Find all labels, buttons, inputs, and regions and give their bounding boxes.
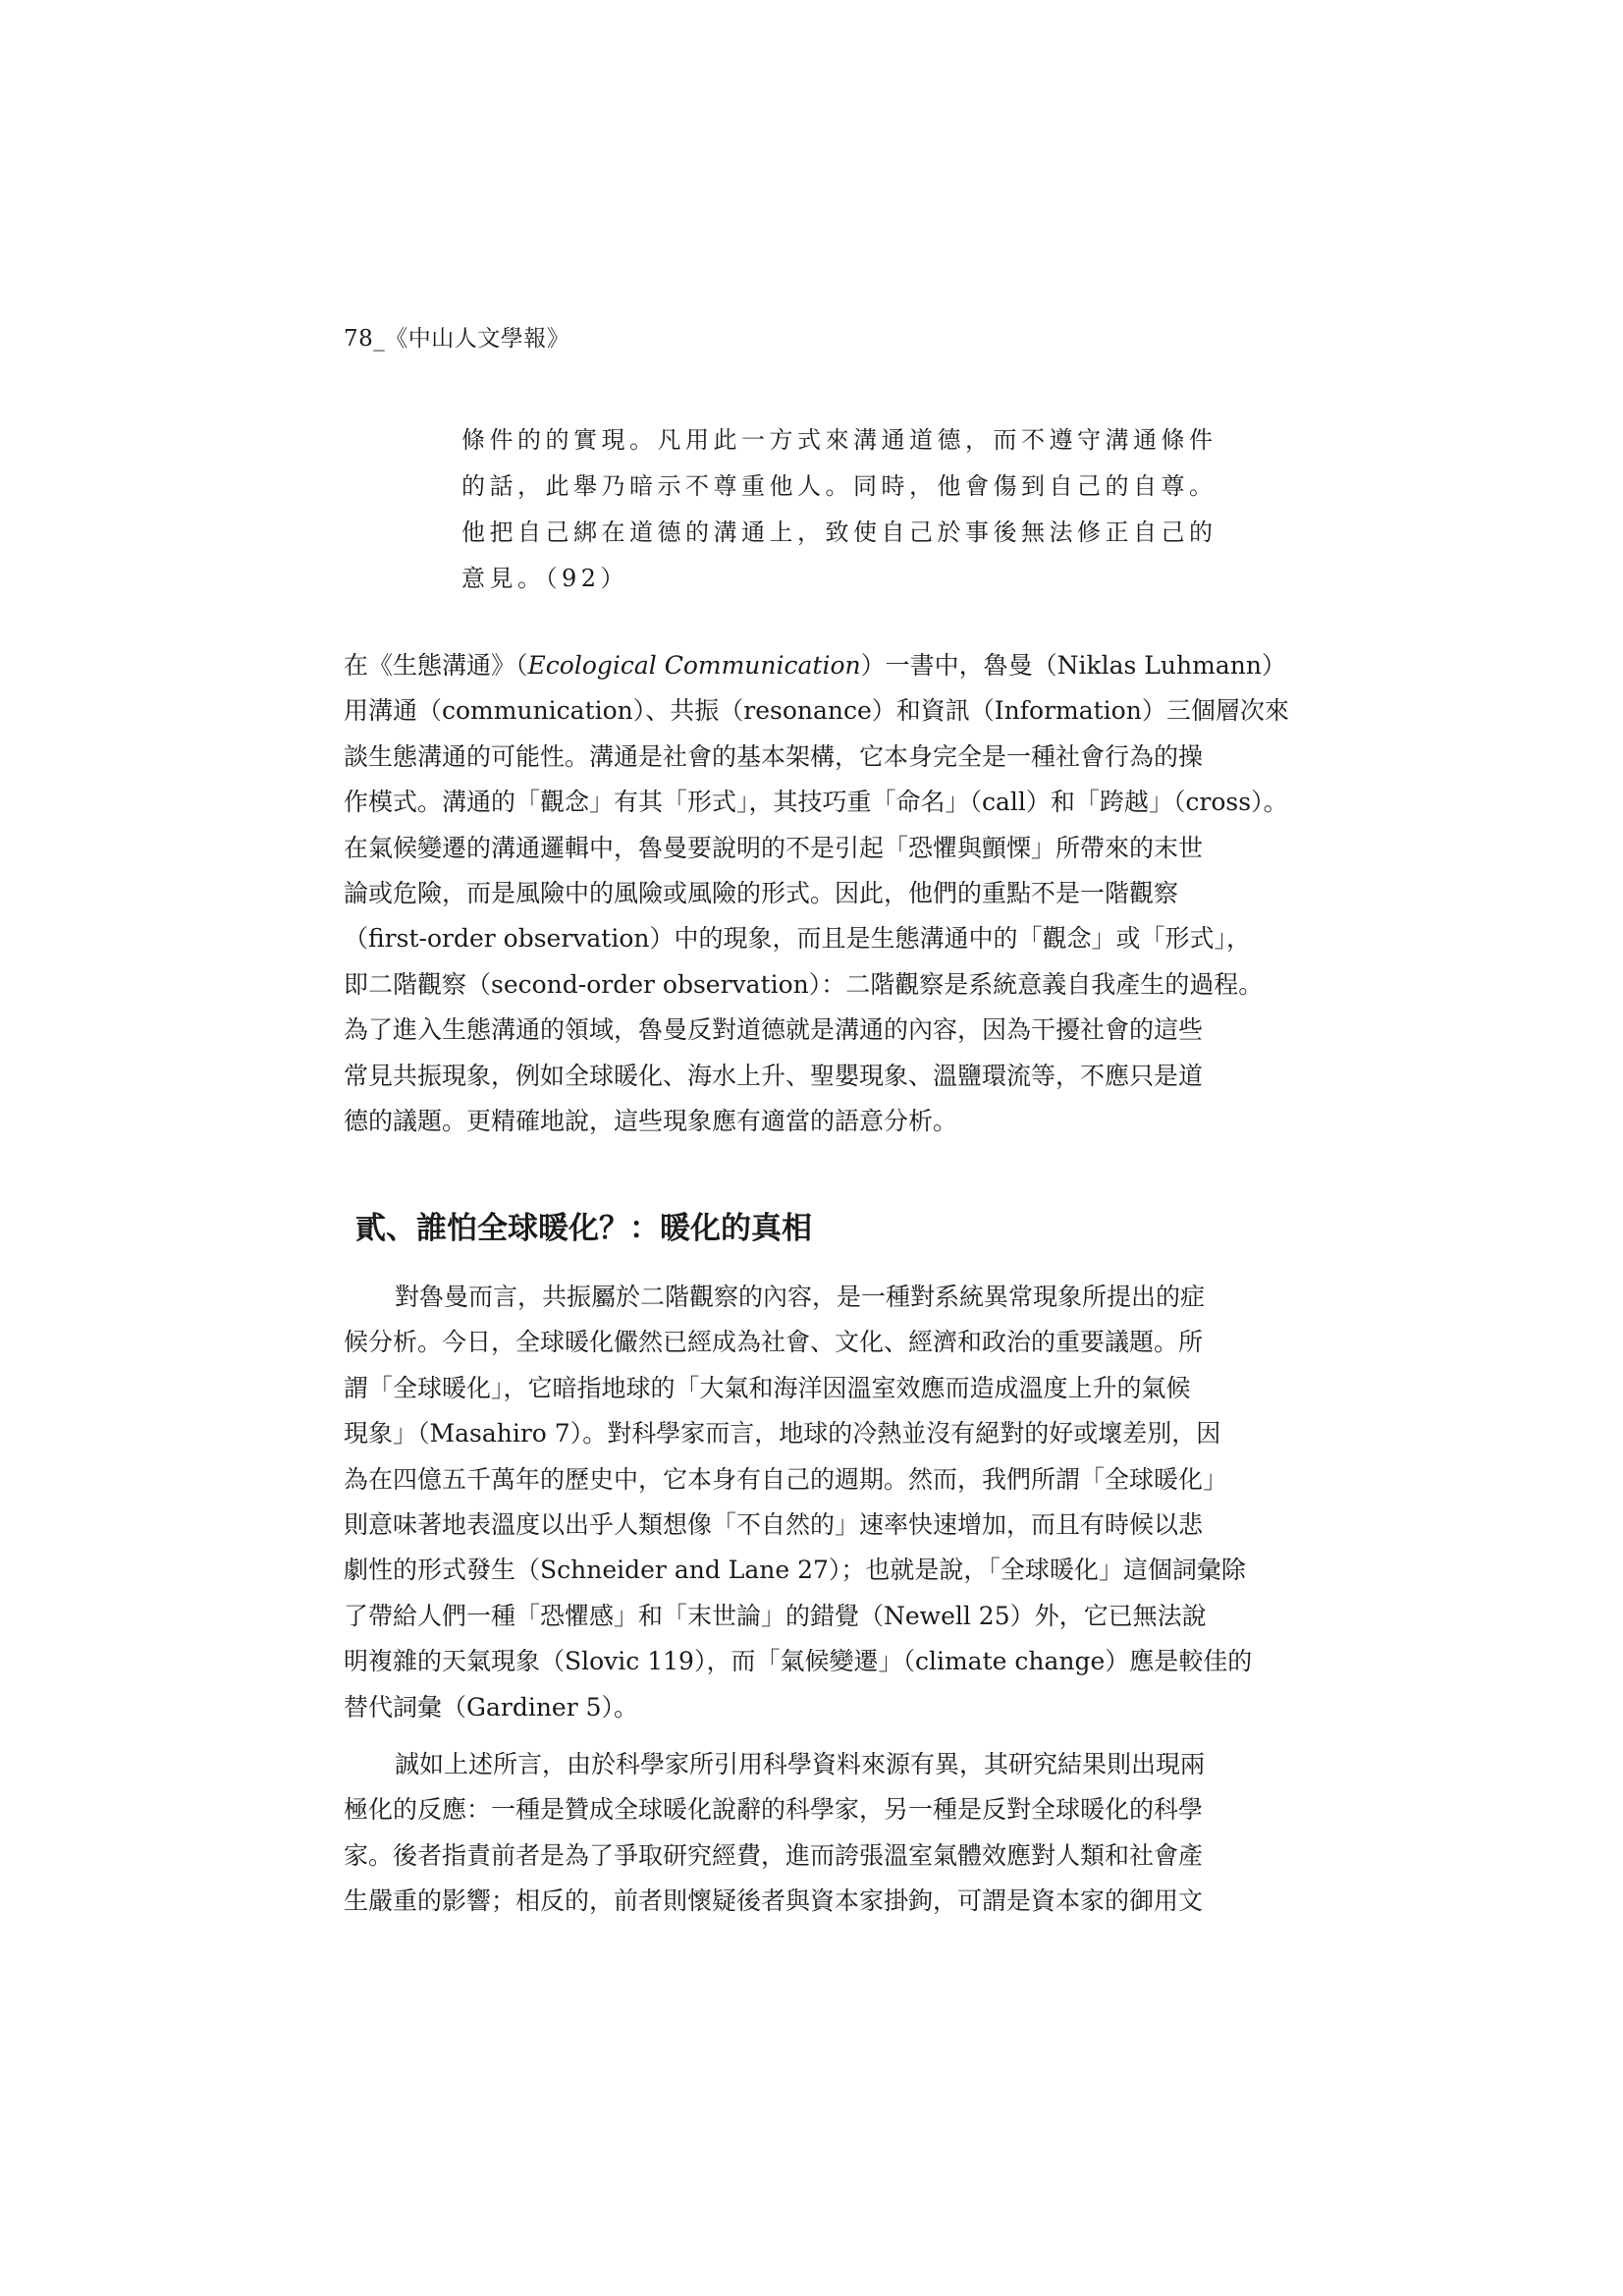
paragraph-line: （first-order observation）中的現象，而且是生態溝通中的「觀念」或「形式」， <box>344 924 1252 954</box>
paragraph-line: 常見共振現象，例如全球暖化、海水上升、聖嬰現象、溫鹽環流等，不應只是道 <box>344 1061 1204 1090</box>
text-span: 在《生態溝通》（ <box>344 651 528 680</box>
paragraph-line: 家。後者指責前者是為了爭取研究經費，進而誇張溫室氣體效應對人類和社會產 <box>344 1840 1204 1870</box>
paragraph-line: 用溝通（communication）、共振（resonance）和資訊（Information）三個層次來 <box>344 696 1289 726</box>
paragraph-line: 候分析。今日，全球暖化儼然已經成為社會、文化、經濟和政治的重要議題。所 <box>344 1328 1204 1357</box>
quote-line: 他把自己綁在道德的溝通上，致使自己於事後無法修正自己的 <box>461 519 1217 546</box>
paragraph-line: 對魯曼而言，共振屬於二階觀察的內容，是一種對系統異常現象所提出的症 <box>395 1283 1206 1311</box>
running-head: 78_《中山人文學報》 <box>344 326 570 352</box>
paragraph-line: 論或危險，而是風險中的風險或風險的形式。因此，他們的重點不是一階觀察 <box>344 878 1179 907</box>
section-heading: 貳、誰怕全球暖化？：暖化的真相 <box>355 1211 812 1246</box>
book-title-italic: Ecological Communication <box>527 651 861 680</box>
block-quote <box>461 417 1267 602</box>
quote-line: 意見。（92） <box>461 565 629 592</box>
paragraph-line: 為在四億五千萬年的歷史中，它本身有自己的週期。然而，我們所謂「全球暖化」 <box>344 1464 1228 1494</box>
paragraph-line: 則意味著地表溫度以出乎人類想像「不自然的」速率快速增加，而且有時候以悲 <box>344 1509 1204 1539</box>
paragraph-line: 現象」（Masahiro 7）。對科學家而言，地球的冷熱並沒有絕對的好或壞差別，因 <box>344 1419 1221 1449</box>
paragraph-line: 生嚴重的影響；相反的，前者則懷疑後者與資本家掛鉤，可謂是資本家的御用文 <box>344 1886 1204 1916</box>
paragraph-line: 在氣候變遷的溝通邏輯中，魯曼要說明的不是引起「恐懼與顫慄」所帶來的末世 <box>344 833 1204 862</box>
paragraph-polarization <box>344 1742 1286 1925</box>
paragraph-line: 誠如上述所言，由於科學家所引用科學資料來源有異，其研究結果則出現兩 <box>395 1750 1206 1778</box>
quote-line: 的話，此舉乃暗示不尊重他人。同時，他會傷到自己的自尊。 <box>461 472 1217 500</box>
paragraph-global-warming <box>344 1275 1286 1730</box>
paragraph-line: 德的議題。更精確地說，這些現象應有適當的語意分析。 <box>344 1106 958 1135</box>
paragraph-line: 劇性的形式發生（Schneider and Lane 27）；也就是說，「全球暖化」這個詞彙除 <box>344 1556 1246 1585</box>
paragraph-line: 極化的反應：一種是贊成全球暖化說辭的科學家，另一種是反對全球暖化的科學 <box>344 1795 1204 1825</box>
paragraph-line: 明複雜的天氣現象（Slovic 119），而「氣候變遷」（climate change）應是較佳的 <box>344 1647 1253 1676</box>
paragraph-line: 即二階觀察（second-order observation）：二階觀察是系統意義自我產生的過程。 <box>344 969 1264 999</box>
paragraph-line: 謂「全球暖化」，它暗指地球的「大氣和海洋因溫室效應而造成溫度上升的氣候 <box>344 1373 1191 1402</box>
paragraph-line: 作模式。溝通的「觀念」有其「形式」，其技巧重「命名」（call）和「跨越」（cross）。 <box>344 788 1288 817</box>
text-span: ）一書中，魯曼（Niklas Luhmann） <box>860 651 1286 680</box>
paragraph-line: 為了進入生態溝通的領域，魯曼反對道德就是溝通的內容，因為干擾社會的這些 <box>344 1015 1204 1045</box>
paragraph-line: 談生態溝通的可能性。溝通是社會的基本架構，它本身完全是一種社會行為的操 <box>344 741 1204 771</box>
paragraph-line: 了帶給人們一種「恐懼感」和「末世論」的錯覺（Newell 25）外，它已無法說 <box>344 1601 1207 1630</box>
quote-line: 條件的的實現。凡用此一方式來溝通道德，而不遵守溝通條件 <box>461 426 1217 454</box>
paragraph-line: 替代詞彙（Gardiner 5）。 <box>344 1692 639 1722</box>
paragraph-line <box>344 643 1286 688</box>
paragraph-luhmann <box>344 643 1289 1144</box>
